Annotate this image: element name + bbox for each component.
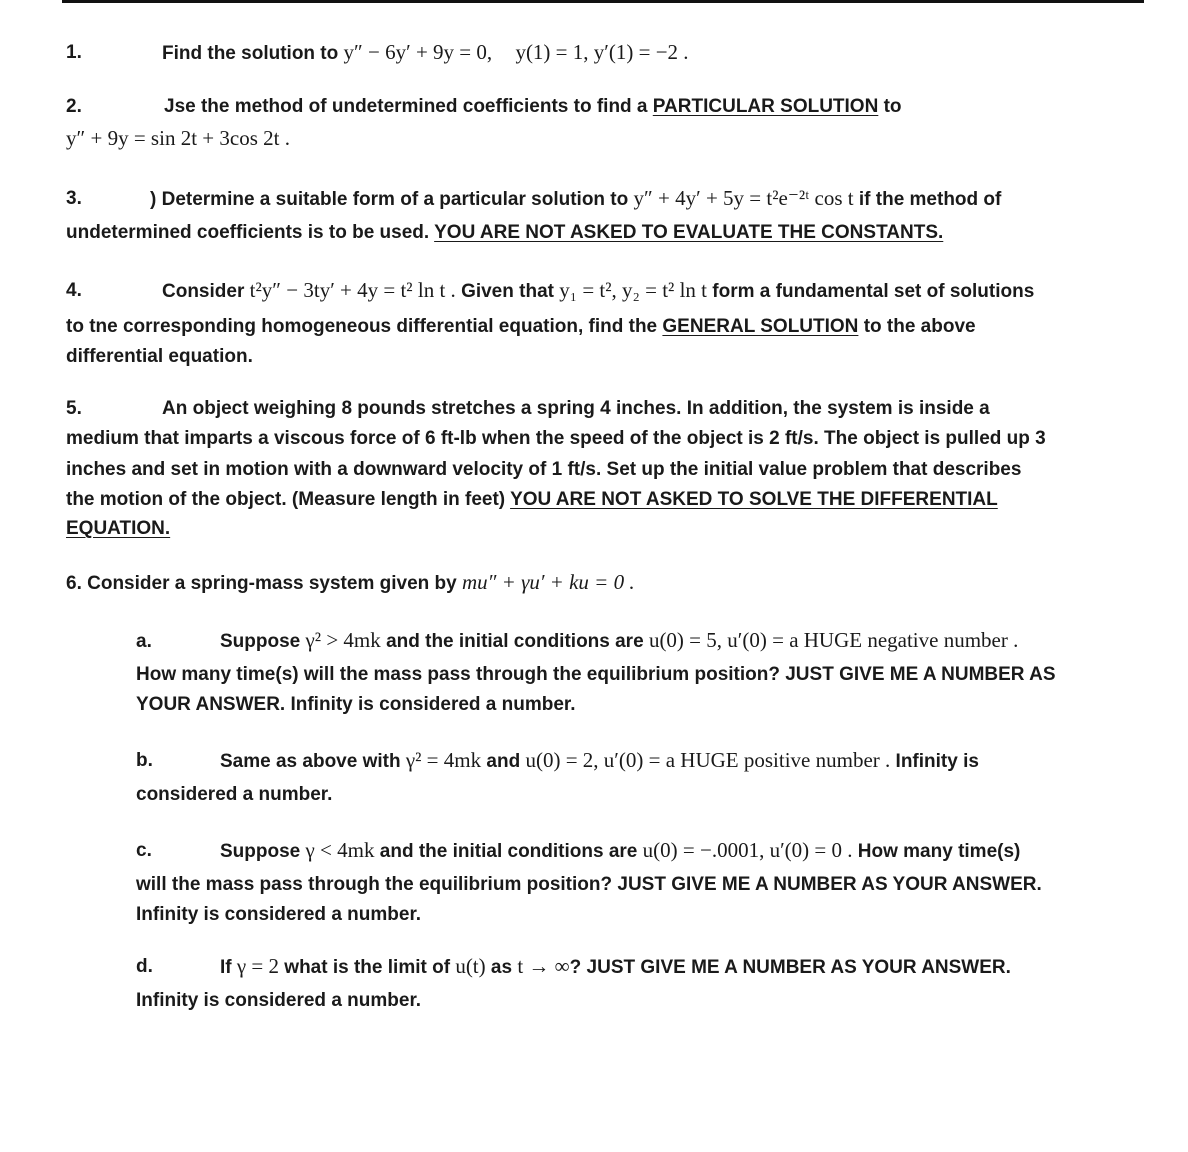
question-4-line-2-after: to the above [863,316,976,337]
question-6b-line-2: considered a number. [136,784,333,805]
question-2-text-after: to [883,96,902,117]
question-6c-text-3: How many time(s) [857,841,1021,862]
question-4-text-1: Consider [162,281,245,302]
question-6b-text-2: and [486,751,521,772]
question-6a-text-2: and the initial conditions are [386,631,644,652]
question-3-equation: y″ + 4y′ + 5y = t²e⁻²ᵗ cos t [633,186,854,210]
question-2-emphasis: PARTICULAR SOLUTION [652,96,879,117]
question-4-number: 4. [66,280,82,301]
question-6b-label: b. [136,750,153,771]
question-5-line-1: An object weighing 8 pounds stretches a spring 4 inches. In addition, the system is inside a [162,398,990,419]
question-6a-initial-conditions: u(0) = 5, u′(0) = a HUGE negative number . [648,628,1019,652]
question-6d-limit: t → ∞ [517,954,570,978]
question-5-emphasis: YOU ARE NOT ASKED TO SOLVE THE DIFFERENTIAL [510,489,998,510]
question-3-text-after: if the method of [858,189,1002,210]
question-6d-text-4: ? JUST GIVE ME A NUMBER AS YOUR ANSWER. [569,957,1011,978]
question-6-intro: 6. Consider a spring-mass system given by [66,573,457,594]
question-6c-text-1: Suppose [220,841,301,862]
question-5-number: 5. [66,398,82,419]
question-4-line-2 [66,316,976,338]
question-1-number: 1. [66,42,82,63]
question-2-line-1 [164,96,902,118]
question-1-line [162,40,689,65]
question-6d-text-2: what is the limit of [284,957,451,978]
question-5-line-4-text: the motion of the object. (Measure length in feet) [66,489,506,510]
question-6b-line-1 [220,748,979,773]
question-4-solutions: y₁ = t², y₂ = t² ln t [559,278,708,302]
question-6-equation: mu″ + γu′ + ku = 0 . [461,570,635,594]
question-1-initial-conditions: y(1) = 1, y′(1) = −2 . [515,40,689,64]
question-2-number: 2. [66,96,82,117]
question-6d-line-1 [220,954,1011,979]
question-3-line-1 [150,186,1001,211]
question-5-line-4 [66,489,998,511]
question-6a-condition: γ² > 4mk [305,628,381,652]
question-4-line-2-text: to tne corresponding homogeneous differential equation, find the [66,316,658,337]
question-4-line-1 [162,278,1034,303]
question-6a-line-1 [220,628,1018,653]
question-6d-label: d. [136,956,153,977]
question-6c-text-2: and the initial conditions are [379,841,638,862]
question-3-text: ) Determine a suitable form of a particular solution to [150,189,629,210]
top-rule [62,0,1144,3]
question-6d-condition: γ = 2 [236,954,280,978]
question-6b-initial-conditions: u(0) = 2, u′(0) = a HUGE positive number . [525,748,891,772]
question-3-number: 3. [66,188,82,209]
question-5-line-2: medium that imparts a viscous force of 6 ft-lb when the speed of the object is 2 ft/s. The object is pulled up 3 [66,428,1046,449]
question-4-line-3: differential equation. [66,346,253,367]
question-6-intro-line [66,570,635,595]
question-6d-function: u(t) [455,954,486,978]
question-6c-line-2: will the mass pass through the equilibrium position? JUST GIVE ME A NUMBER AS YOUR ANSWER. [136,874,1042,895]
question-3-line-2 [66,222,943,244]
question-4-emphasis: GENERAL SOLUTION [662,316,859,337]
question-6c-line-3: Infinity is considered a number. [136,904,422,925]
question-6d-text-1: If [220,957,232,978]
question-6b-text-1: Same as above with [220,751,401,772]
question-5-emphasis-end: EQUATION. [66,518,171,539]
question-6c-initial-conditions: u(0) = −.0001, u′(0) = 0 . [642,838,853,862]
question-3-line-2-text: undetermined coefficients is to be used. [66,222,430,243]
question-5-line-3: inches and set in motion with a downward velocity of 1 ft/s. Set up the initial value problem that describes [66,459,1022,480]
question-6d-text-3: as [490,957,513,978]
question-6a-text-1: Suppose [220,631,301,652]
question-4-text-2: Given that [461,281,554,302]
question-6a-line-2: How many time(s) will the mass pass through the equilibrium position? JUST GIVE ME A NUMBER AS [136,664,1056,685]
question-4-equation: t²y″ − 3ty′ + 4y = t² ln t . [249,278,456,302]
question-2-text: Jse the method of undetermined coefficients to find a [164,96,648,117]
question-1-equation: y″ − 6y′ + 9y = 0, [343,40,493,64]
question-6c-condition: γ < 4mk [305,838,375,862]
question-2-equation: y″ + 9y = sin 2t + 3cos 2t . [66,126,290,150]
question-3-emphasis: YOU ARE NOT ASKED TO EVALUATE THE CONSTANTS. [434,222,944,243]
question-6a-line-3: YOUR ANSWER. Infinity is considered a number. [136,694,576,715]
question-6c-label: c. [136,840,152,861]
question-4-text-3: form a fundamental set of solutions [712,281,1035,302]
question-6d-line-2: Infinity is considered a number. [136,990,422,1011]
question-1-text: Find the solution to [162,43,339,64]
question-6b-condition: γ² = 4mk [405,748,482,772]
question-6a-label: a. [136,631,152,652]
question-6b-text-3: Infinity is [895,751,979,772]
question-6c-line-1 [220,838,1020,863]
